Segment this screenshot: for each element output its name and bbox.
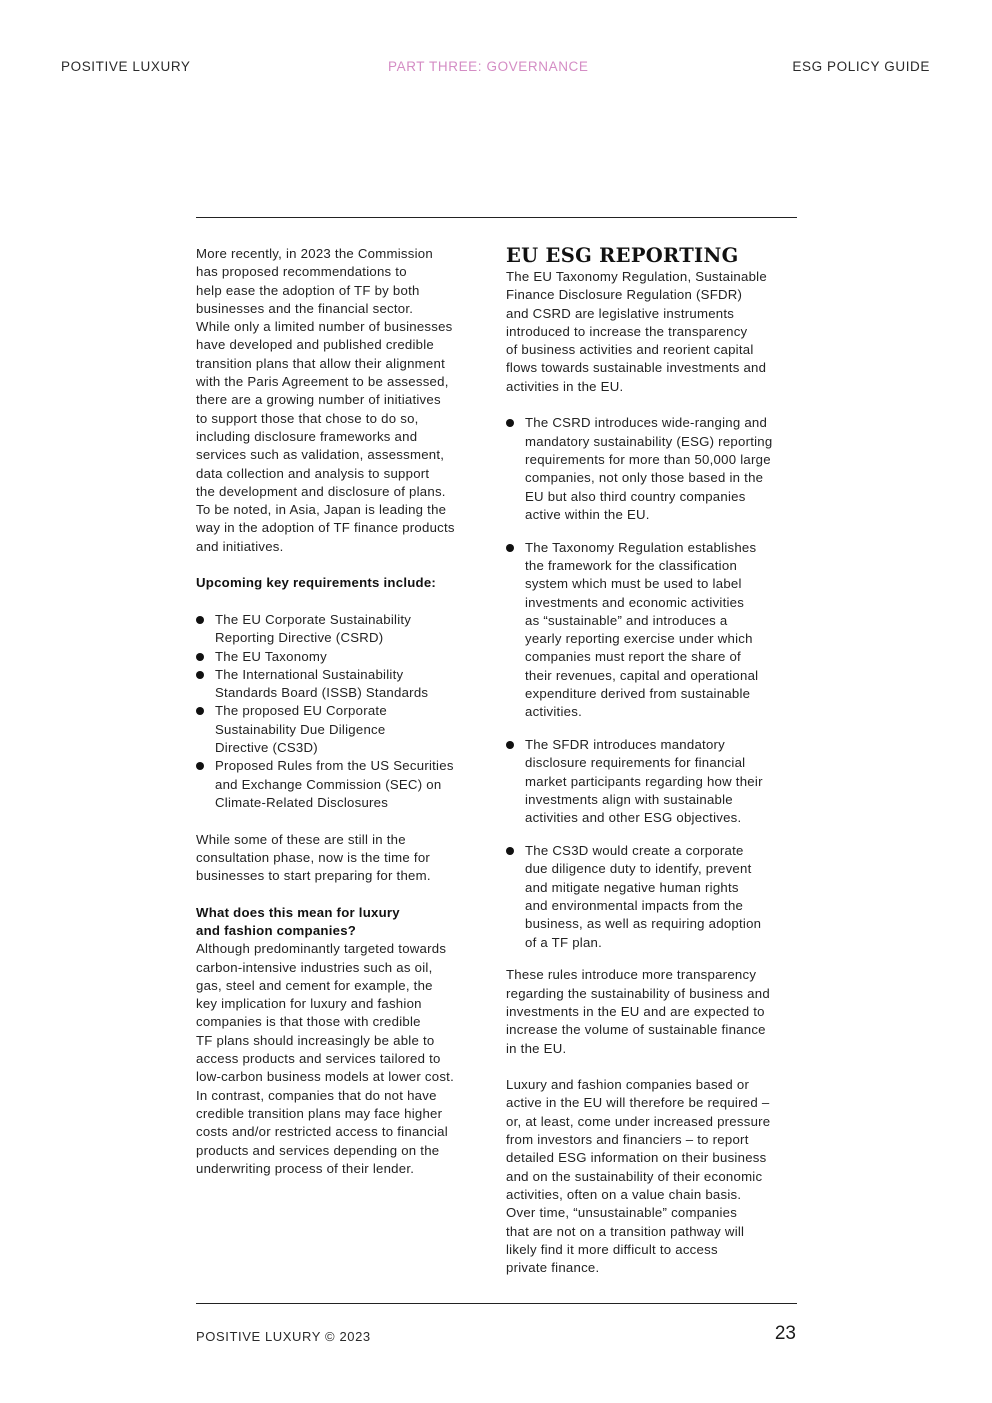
list-item-text: Standards Board (ISSB) Standards (215, 685, 429, 701)
list-item-text: as “sustainable” and introduces a (525, 612, 728, 628)
text-line: The EU Taxonomy Regulation, Sustainable (506, 269, 767, 284)
list-item (506, 842, 800, 952)
list-item (196, 611, 486, 648)
list-item-text: active within the EU. (525, 506, 650, 522)
text-line: carbon-intensive industries such as oil, (196, 959, 433, 975)
text-line: costs and/or restricted access to financial (196, 1124, 448, 1140)
text-line: have developed and published credible (196, 337, 435, 353)
text-line: To be noted, in Asia, Japan is leading the (196, 502, 447, 518)
requirements-list (196, 611, 486, 812)
bullet-icon (196, 707, 204, 715)
bullet-icon (196, 616, 204, 624)
text-line: and initiatives. (196, 538, 284, 554)
text-line: low-carbon business models at lower cost. (196, 1069, 454, 1085)
list-item-text: Climate-Related Disclosures (215, 794, 389, 810)
text-line: TF plans should increasingly be able to (196, 1032, 435, 1048)
list-item-text: The International Sustainability (215, 666, 404, 682)
list-item-text: Proposed Rules from the US Securities (215, 758, 454, 774)
list-item-text: The CSRD introduces wide-ranging and (525, 415, 768, 431)
list-item-text: of a TF plan. (525, 934, 603, 950)
list-item-text: The proposed EU Corporate (215, 703, 387, 719)
text-line: Although predominantly targeted towards (196, 941, 447, 957)
bullet-icon (506, 544, 514, 552)
left-column (196, 245, 486, 1178)
list-item-text: The SFDR introduces mandatory (525, 737, 726, 753)
requirements-heading: Upcoming key requirements include: (196, 575, 437, 591)
text-line: regarding the sustainability of business and (506, 985, 770, 1001)
text-line: businesses and the financial sector. (196, 300, 414, 316)
list-item-text: system which must be used to label (525, 576, 742, 592)
text-line: transition plans that allow their alignment (196, 355, 445, 371)
text-line: activities, often on a value chain basis. (506, 1186, 742, 1202)
footer-copyright: POSITIVE LUXURY © 2023 (196, 1329, 371, 1344)
intro-paragraph (196, 245, 486, 556)
text-line: including disclosure frameworks and (196, 428, 418, 444)
question-heading (196, 904, 486, 941)
regulation-bullet-list (506, 414, 800, 952)
text-line: companies is that those with credible (196, 1014, 421, 1030)
text-line: private finance. (506, 1260, 600, 1276)
text-line: likely find it more difficult to access (506, 1241, 718, 1257)
list-item-text: The CS3D would create a corporate (525, 843, 744, 859)
list-item (506, 539, 800, 722)
text-line: access products and services tailored to (196, 1051, 441, 1067)
text-line: investments in the EU and are expected to (506, 1003, 765, 1019)
bullet-icon (506, 419, 514, 427)
page-number: 23 (774, 1323, 796, 1344)
list-item-text: companies must report the share of (525, 649, 741, 665)
text-line: What does this mean for luxury (196, 904, 400, 920)
list-item-text: due diligence duty to identify, prevent (525, 861, 752, 877)
list-item-text: The Taxonomy Regulation establishes (525, 539, 757, 555)
text-line: has proposed recommendations to (196, 264, 407, 280)
text-line: services such as validation, assessment, (196, 447, 445, 463)
consultation-paragraph (196, 831, 486, 886)
list-item-text: Directive (CS3D) (215, 740, 318, 756)
header-section-title: PART THREE: GOVERNANCE (388, 59, 589, 74)
text-line: or, at least, come under increased pressure (506, 1113, 771, 1129)
list-item-text: activities and other ESG objectives. (525, 810, 742, 826)
text-line: key implication for luxury and fashion (196, 996, 422, 1012)
list-item-text: companies, not only those based in the (525, 470, 764, 486)
list-item-text: Reporting Directive (CSRD) (215, 630, 384, 646)
list-item-text: requirements for more than 50,000 large (525, 451, 771, 467)
bottom-divider (196, 1303, 797, 1304)
list-item-text: expenditure derived from sustainable (525, 686, 751, 702)
text-line: in the EU. (506, 1040, 567, 1056)
list-item-text: market participants regarding how their (525, 773, 763, 789)
text-line: More recently, in 2023 the Commission (196, 246, 433, 261)
list-item (196, 757, 486, 812)
text-line: While only a limited number of businesses (196, 319, 453, 335)
text-line: gas, steel and cement for example, the (196, 977, 433, 993)
text-line: way in the adoption of TF finance products (196, 520, 455, 536)
text-line: introduced to increase the transparency (506, 323, 748, 339)
header-document-title: ESG POLICY GUIDE (792, 59, 930, 74)
rules-paragraph (506, 966, 800, 1057)
text-line: businesses to start preparing for them. (196, 868, 431, 884)
bullet-icon (506, 741, 514, 749)
text-line: Finance Disclosure Regulation (SFDR) (506, 287, 743, 303)
text-line: increase the volume of sustainable finance (506, 1022, 766, 1038)
bullet-icon (196, 671, 204, 679)
list-item-text: investments and economic activities (525, 594, 745, 610)
list-item-text: and Exchange Commission (SEC) on (215, 776, 442, 792)
list-item-text: activities. (525, 704, 582, 720)
list-item (196, 648, 486, 666)
bullet-icon (196, 653, 204, 661)
list-item-text: The EU Corporate Sustainability (215, 611, 412, 627)
text-line: and fashion companies? (196, 922, 357, 938)
list-item-text: disclosure requirements for financial (525, 755, 746, 771)
text-line: detailed ESG information on their business (506, 1150, 767, 1166)
list-item-text: their revenues, capital and operational (525, 667, 759, 683)
list-item-text: and environmental impacts from the (525, 898, 744, 913)
text-line: Luxury and fashion companies based or (506, 1077, 750, 1093)
list-item-text: The EU Taxonomy (215, 648, 327, 664)
bullet-icon (196, 762, 204, 770)
text-line: underwriting process of their lender. (196, 1160, 415, 1176)
text-line: Over time, “unsustainable” companies (506, 1205, 738, 1221)
text-line: with the Paris Agreement to be assessed, (196, 374, 449, 390)
list-item (506, 414, 800, 524)
list-item-text: business, as well as requiring adoption (525, 916, 762, 932)
right-column (506, 245, 800, 1277)
text-line: from investors and financiers – to report (506, 1132, 749, 1148)
header-brand: POSITIVE LUXURY (61, 59, 191, 74)
list-item-text: EU but also third country companies (525, 488, 746, 504)
text-line: and CSRD are legislative instruments (506, 305, 735, 321)
text-line: flows towards sustainable investments and (506, 360, 767, 376)
text-line: active in the EU will therefore be required – (506, 1095, 770, 1111)
text-line: help ease the adoption of TF by both (196, 282, 420, 298)
list-item (506, 736, 800, 827)
text-line: data collection and analysis to support (196, 465, 430, 481)
list-item-text: the framework for the classification (525, 557, 738, 573)
list-item-text: investments align with sustainable (525, 792, 733, 808)
section-heading: EU ESG REPORTING (506, 244, 739, 267)
text-line: consultation phase, now is the time for (196, 849, 431, 865)
reporting-intro-paragraph (506, 268, 800, 396)
text-line: While some of these are still in the (196, 831, 406, 847)
text-line: credible transition plans may face higher (196, 1105, 443, 1121)
text-line: the development and disclosure of plans. (196, 483, 446, 499)
text-line: of business activities and reorient capital (506, 342, 754, 358)
text-line: to support those that chose to do so, (196, 410, 419, 426)
text-line: there are a growing number of initiatives (196, 392, 441, 408)
list-item-text: yearly reporting exercise under which (525, 631, 753, 647)
text-line: These rules introduce more transparency (506, 967, 757, 983)
list-item (196, 702, 486, 757)
list-item-text: Sustainability Due Diligence (215, 721, 386, 737)
list-item (196, 666, 486, 703)
answer-paragraph (196, 940, 486, 1178)
list-item-text: and mitigate negative human rights (525, 879, 739, 895)
top-divider (196, 217, 797, 218)
luxury-companies-paragraph (506, 1076, 800, 1277)
text-line: products and services depending on the (196, 1142, 440, 1158)
bullet-icon (506, 847, 514, 855)
text-line: In contrast, companies that do not have (196, 1087, 437, 1103)
text-line: that are not on a transition pathway will (506, 1223, 745, 1239)
list-item-text: mandatory sustainability (ESG) reporting (525, 433, 773, 449)
text-line: activities in the EU. (506, 378, 624, 394)
text-line: and on the sustainability of their economic (506, 1168, 763, 1184)
